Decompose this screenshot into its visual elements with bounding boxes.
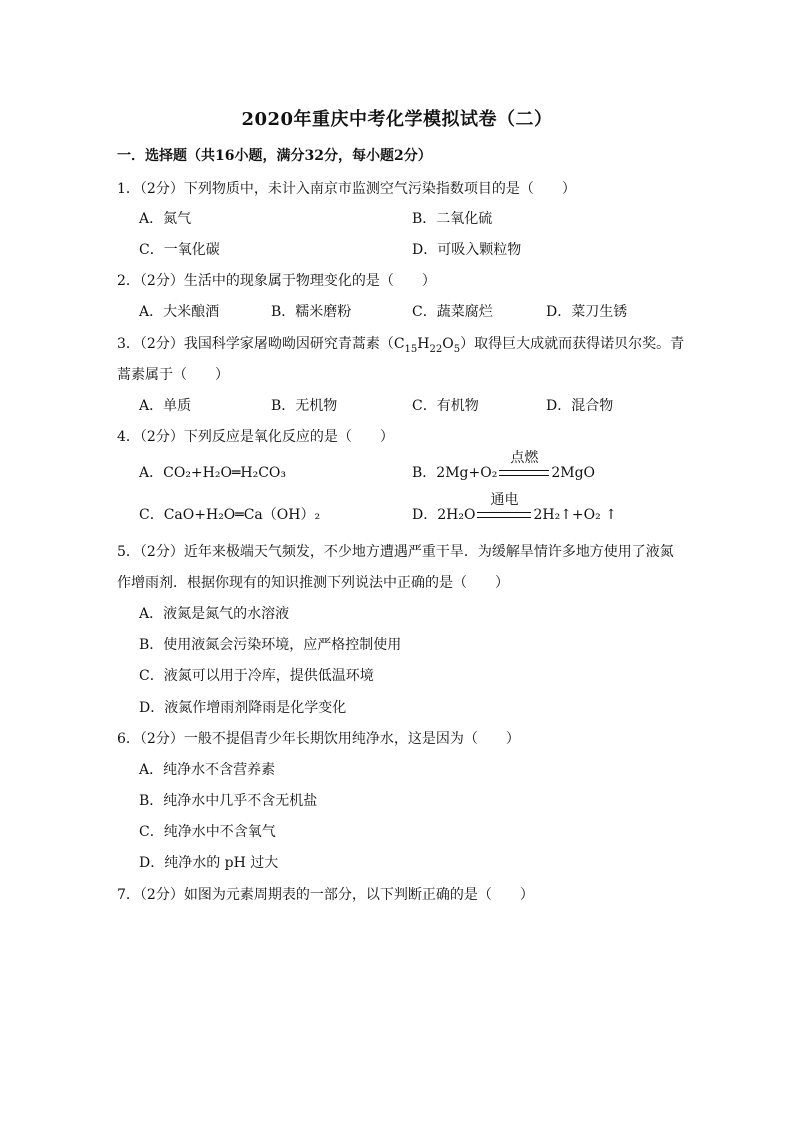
question-6-option-c[interactable]: C．纯净水中不含氧气 [139,824,276,840]
question-1-option-c[interactable]: C．一氧化碳 [139,242,220,258]
question-3-stem-line2: 蒿素属于（ ） [117,367,229,383]
reaction-condition [497,450,551,481]
question-3-option-d[interactable]: D．混合物 [546,398,614,414]
question-1-option-b[interactable]: B．二氧化硫 [412,211,493,227]
section-heading: 一．选择题（共16小题，满分32分，每小题2分） [117,148,432,164]
question-5-stem: 5．（2分）近年来极端天气频发，不少地方遭遇严重干旱．为缓解旱情许多地方使用了液氮 [117,544,674,560]
question-4-option-a[interactable] [139,462,286,482]
question-6-option-b[interactable]: B．纯净水中几乎不含无机盐 [139,793,318,809]
question-2-stem: 2．（2分）生活中的现象属于物理变化的是（ ） [117,273,436,289]
question-6-option-a[interactable]: A．纯净水不含营养素 [139,762,276,778]
question-2-option-b[interactable]: B．糯米磨粉 [271,304,352,320]
formula-element: O [442,336,454,352]
question-4-stem: 4．（2分）下列反应是氧化反应的是（ ） [117,429,394,445]
option-letter: A． [139,465,164,481]
equation: CO₂+H₂O═H₂CO₃ [163,465,287,481]
question-3-stem-end: ）取得巨大成就而获得诺贝尔奖。青 [460,336,685,352]
question-1-stem: 1．（2分）下列物质中，未计入南京市监测空气污染指数项目的是（ ） [117,181,576,197]
question-3-stem [117,333,684,353]
formula-element: H [417,336,430,352]
question-3-option-b[interactable]: B．无机物 [271,398,338,414]
reaction-condition [475,492,533,523]
option-letter: C． [139,507,164,523]
question-5-option-a[interactable]: A．液氮是氮气的水溶液 [139,606,290,622]
equation: CaO+H₂O═Ca（OH）₂ [163,507,321,523]
condition-label: 点燃 [510,450,539,466]
double-line [477,512,531,518]
question-5-option-c[interactable]: C．液氮可以用于冷库，提供低温环境 [139,668,374,684]
double-line [499,470,549,476]
question-2-option-d[interactable]: D．菜刀生锈 [546,304,628,320]
equation-left: 2H₂O [437,507,476,523]
question-5-option-b[interactable]: B．使用液氮会污染环境，应严格控制使用 [139,637,402,653]
equation-right: 2H₂↑+O₂ ↑ [533,507,617,523]
equation-left: 2Mg+O₂ [436,465,498,481]
question-6-option-d[interactable]: D．纯净水的 pH 过大 [139,855,279,871]
page-title: 2020年重庆中考化学模拟试卷（二） [241,109,553,130]
question-6-stem: 6．（2分）一般不提倡青少年长期饮用纯净水，这是因为（ ） [117,731,520,747]
equation-right: 2MgO [551,465,596,481]
subscript: 15 [404,343,418,355]
question-3-option-c[interactable]: C．有机物 [412,398,479,414]
subscript: 22 [429,343,443,355]
question-5-option-d[interactable]: D．液氮作增雨剂降雨是化学变化 [139,700,347,716]
option-letter: D． [412,507,438,523]
question-1-option-a[interactable]: A．氮气 [139,211,192,227]
condition-label: 通电 [490,492,519,508]
question-3-option-a[interactable]: A．单质 [139,398,192,414]
option-letter: B． [412,465,437,481]
question-7-stem: 7．（2分）如图为元素周期表的一部分，以下判断正确的是（ ） [117,887,534,903]
question-1-option-d[interactable]: D．可吸入颗粒物 [412,242,522,258]
subscript: 5 [453,343,461,355]
question-4-option-b[interactable] [412,450,596,482]
question-2-option-a[interactable]: A．大米酿酒 [139,304,220,320]
question-3-stem-start: 3．（2分）我国科学家屠呦呦因研究青蒿素（C [117,336,405,352]
question-2-option-c[interactable]: C．蔬菜腐烂 [412,304,493,320]
question-5-stem-line2: 作增雨剂．根据你现有的知识推测下列说法中正确的是（ ） [117,575,509,591]
question-4-option-d[interactable] [412,492,617,524]
question-4-option-c[interactable] [139,504,320,524]
